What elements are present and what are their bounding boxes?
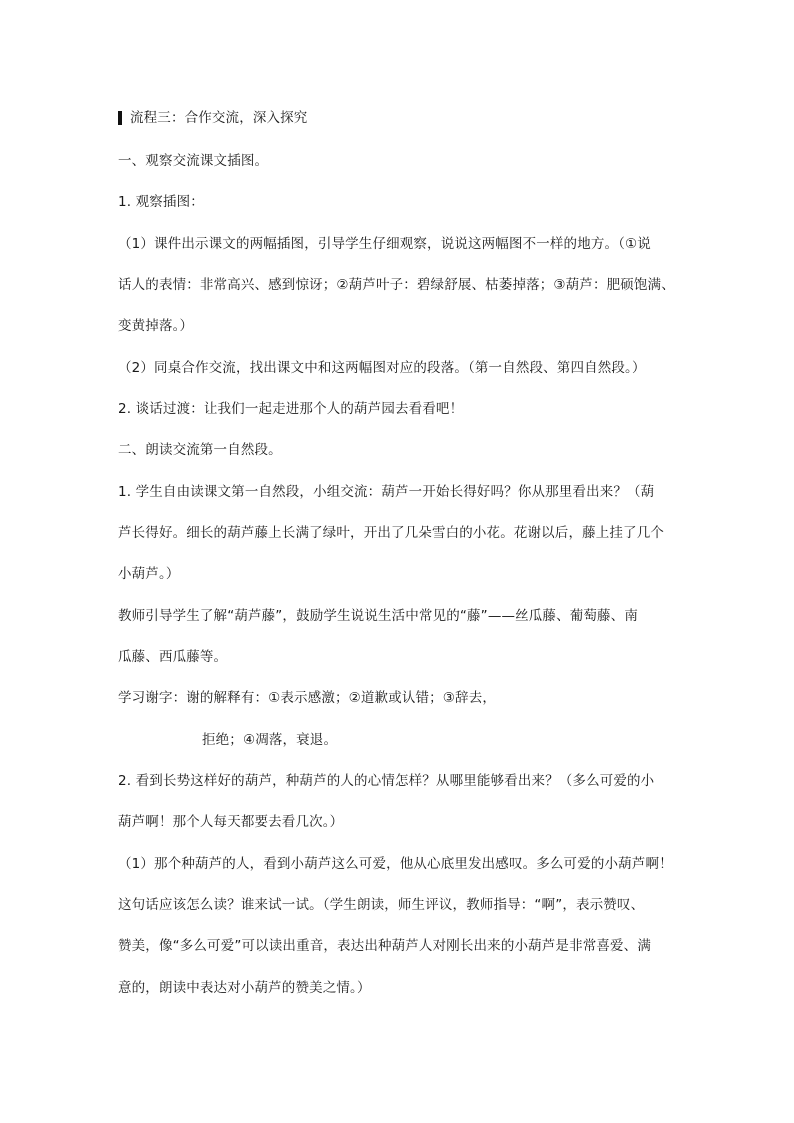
heading-marker: [118, 111, 122, 125]
paragraph-line: 小葫芦。）: [118, 566, 180, 582]
paragraph-line: 2. 看到长势这样好的葫芦，种葫芦的人的心情怎样？从哪里能够看出来？（多么可爱的小: [118, 773, 655, 789]
section-title-2: 二、朗读交流第一自然段。: [118, 442, 282, 458]
step-1-title: 1. 观察插图：: [118, 194, 204, 210]
paragraph-line: 赞美，像“多么可爱”可以读出重音，表达出种葫芦人对刚长出来的小葫芦是非常喜爱、满: [118, 938, 651, 954]
paragraph-line: 瓜藤、西瓜藤等。: [118, 649, 228, 665]
paragraph-line: 芦长得好。细长的葫芦藤上长满了绿叶，开出了几朵雪白的小花。花谢以后，藤上挂了几个: [118, 525, 664, 541]
paragraph-line: 1. 学生自由读课文第一自然段，小组交流：葫芦一开始长得好吗？你从那里看出来？（葫: [118, 484, 655, 500]
paragraph-line: 变黄掉落。）: [118, 318, 194, 334]
section-heading-text: 流程三：合作交流，深入探究: [130, 110, 308, 126]
paragraph-line: 葫芦啊！那个人每天都要去看几次。）: [118, 814, 344, 830]
section-heading: [118, 110, 307, 126]
paragraph-line-indented: 拒绝；④凋落，衰退。: [202, 732, 338, 748]
paragraph-line: （1）课件出示课文的两幅插图，引导学生仔细观察，说说这两幅图不一样的地方。（①说: [118, 236, 651, 252]
section-title-1: 一、观察交流课文插图。: [118, 153, 269, 169]
paragraph-line: 学习谢字：谢的解释有：①表示感激；②道歉或认错；③辞去，: [118, 690, 497, 706]
paragraph-line: 意的，朗读中表达对小葫芦的赞美之情。）: [118, 980, 371, 996]
paragraph-line: （2）同桌合作交流，找出课文中和这两幅图对应的段落。（第一自然段、第四自然段。）: [118, 360, 646, 376]
paragraph-line: 话人的表情：非常高兴、感到惊讶；②葫芦叶子：碧绿舒展、枯萎掉落；③葫芦：肥硕饱满、: [118, 277, 675, 293]
paragraph-line: 教师引导学生了解“葫芦藤”，鼓励学生说说生活中常见的“藤”——丝瓜藤、葡萄藤、南: [118, 608, 638, 624]
paragraph-line: （1）那个种葫芦的人，看到小葫芦这么可爱，他从心底里发出感叹。多么可爱的小葫芦啊！: [118, 856, 673, 872]
paragraph-line: 这句话应该怎么读？谁来试一试。（学生朗读，师生评议，教师指导：“啊”，表示赞叹、: [118, 897, 645, 913]
paragraph-line: 2. 谈话过渡：让我们一起走进那个人的葫芦园去看看吧！: [118, 401, 464, 417]
